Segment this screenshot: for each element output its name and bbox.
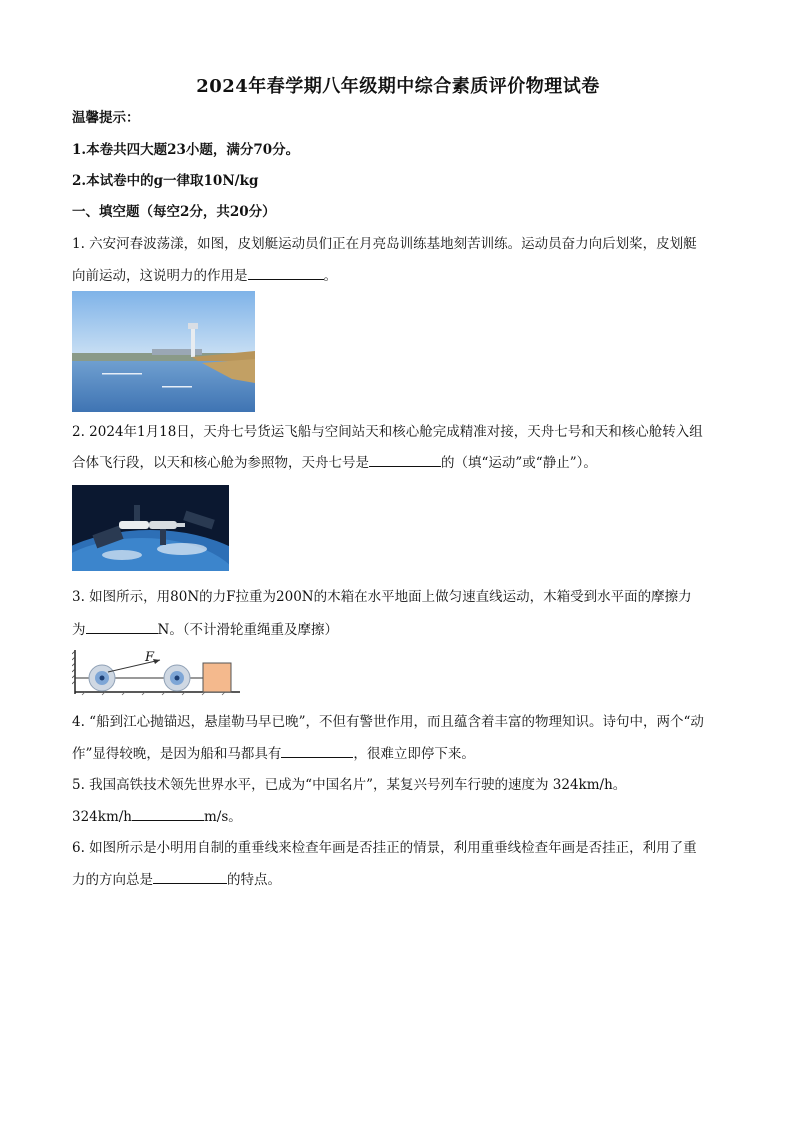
- q2-text-b: 的（填“运动”或“静止”）。: [441, 455, 597, 471]
- q1-text-a: 向前运动，这说明力的作用是: [72, 268, 248, 284]
- q6-text-a: 力的方向总是: [72, 872, 153, 888]
- q2-answer-blank[interactable]: [369, 452, 441, 467]
- q1-line2: [72, 265, 337, 286]
- q1-text-b: 。: [323, 268, 337, 284]
- tip-item-1: 1.本卷共四大题23小题，满分70分。: [72, 142, 300, 158]
- q6-line1: 6. 如图所示是小明用自制的重垂线来检查年画是否挂正的情景，利用重垂线检查年画是否挂正，利用了重: [72, 840, 697, 856]
- q6-text-b: 的特点。: [227, 872, 281, 888]
- q2-line1: 2. 2024年1月18日，天舟七号货运飞船与空间站天和核心舱完成精准对接，天舟七号和天和核心舱转入组: [72, 424, 703, 440]
- rowing-river-photo: [72, 291, 255, 412]
- space-station-photo: [72, 485, 229, 571]
- section-heading: 一、填空题（每空2分，共20分）: [72, 204, 276, 220]
- tip-item-2: 2.本试卷中的g一律取10N/kg: [72, 173, 259, 189]
- q3-line1: 3. 如图所示，用80N的力F拉重为200N的木箱在水平地面上做匀速直线运动，木箱受到水平面的摩擦力: [72, 589, 692, 605]
- q6-answer-blank[interactable]: [153, 869, 227, 884]
- q4-text-a: 作”显得较晚，是因为船和马都具有: [72, 746, 282, 762]
- force-label: F: [145, 650, 155, 665]
- exam-title: 2024年春学期八年级期中综合素质评价物理试卷: [196, 76, 600, 97]
- q6-line2: [72, 869, 281, 890]
- q4-line1: 4. “船到江心抛锚迟，悬崖勒马早已晚”，不但有警世作用，而且蕴含着丰富的物理知识。诗句中，两个“动: [72, 714, 704, 730]
- pulley-diagram: [72, 648, 240, 696]
- q2-line2: [72, 452, 597, 473]
- q3-line2: [72, 619, 338, 640]
- q5-line1: 5. 我国高铁技术领先世界水平，已成为“中国名片”，某复兴号列车行驶的速度为 324km/h。: [72, 777, 627, 793]
- q3-text-b: N。（不计滑轮重绳重及摩擦）: [157, 622, 339, 638]
- q3-answer-blank[interactable]: [86, 619, 158, 634]
- q1-line1: 1. 六安河春波荡漾，如图，皮划艇运动员们正在月亮岛训练基地刻苦训练。运动员奋力向后划桨，皮划艇: [72, 236, 697, 252]
- q3-text-a: 为: [72, 622, 86, 638]
- q2-text-a: 合体飞行段，以天和核心舱为参照物，天舟七号是: [72, 455, 369, 471]
- q1-answer-blank[interactable]: [248, 265, 324, 280]
- q5-text-b: m/s。: [204, 809, 242, 825]
- tips-heading: 温馨提示：: [72, 110, 140, 126]
- q5-line2: [72, 806, 242, 827]
- q5-answer-blank[interactable]: [132, 806, 204, 821]
- q4-line2: [72, 743, 475, 764]
- q4-answer-blank[interactable]: [281, 743, 353, 758]
- q4-text-b: ，很难立即停下来。: [353, 746, 475, 762]
- q5-text-a: 324km/h: [72, 809, 132, 825]
